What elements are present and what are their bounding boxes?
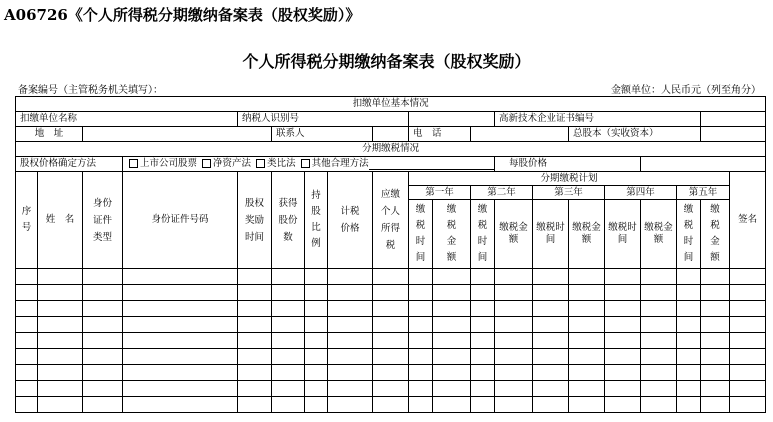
table-cell[interactable] bbox=[16, 301, 38, 317]
y4-pay-amount: 缴税金额 bbox=[641, 200, 677, 269]
table-cell[interactable] bbox=[569, 381, 605, 397]
table-cell[interactable] bbox=[677, 269, 701, 285]
price-method-row bbox=[16, 157, 766, 172]
table-cell[interactable] bbox=[123, 269, 238, 285]
table-cell[interactable] bbox=[305, 381, 328, 397]
table-row bbox=[16, 381, 766, 397]
table-cell[interactable] bbox=[238, 397, 272, 413]
table-cell[interactable] bbox=[433, 301, 471, 317]
table-cell[interactable] bbox=[533, 333, 569, 349]
table-cell[interactable] bbox=[38, 285, 83, 301]
table-cell[interactable] bbox=[238, 317, 272, 333]
table-cell[interactable] bbox=[16, 317, 38, 333]
table-cell[interactable] bbox=[238, 285, 272, 301]
table-cell[interactable] bbox=[409, 317, 433, 333]
year-5: 第五年 bbox=[677, 186, 730, 200]
filing-form-table bbox=[15, 96, 766, 413]
table-cell[interactable] bbox=[272, 349, 305, 365]
capital-label: 总股本（实收资本） bbox=[569, 127, 701, 142]
table-cell[interactable] bbox=[495, 397, 533, 413]
address-label: 地 址 bbox=[16, 127, 83, 142]
table-cell[interactable] bbox=[495, 317, 533, 333]
table-cell[interactable] bbox=[641, 333, 677, 349]
table-cell[interactable] bbox=[328, 333, 373, 349]
table-cell[interactable] bbox=[305, 397, 328, 413]
year-4: 第四年 bbox=[605, 186, 677, 200]
address-row bbox=[16, 127, 766, 142]
table-cell[interactable] bbox=[305, 269, 328, 285]
table-cell[interactable] bbox=[605, 269, 641, 285]
capital-value[interactable] bbox=[701, 127, 766, 142]
taxpayer-id-value[interactable] bbox=[409, 112, 495, 127]
table-cell[interactable] bbox=[83, 301, 123, 317]
contact-label: 联系人 bbox=[272, 127, 373, 142]
table-cell[interactable] bbox=[569, 285, 605, 301]
hightech-cert-value[interactable] bbox=[701, 112, 766, 127]
table-cell[interactable] bbox=[123, 333, 238, 349]
table-cell[interactable] bbox=[605, 301, 641, 317]
table-cell[interactable] bbox=[409, 285, 433, 301]
table-cell[interactable] bbox=[471, 285, 495, 301]
table-cell[interactable] bbox=[83, 317, 123, 333]
table-cell[interactable] bbox=[641, 381, 677, 397]
table-row bbox=[16, 397, 766, 413]
table-cell[interactable] bbox=[605, 285, 641, 301]
table-cell[interactable] bbox=[38, 317, 83, 333]
col-id-no: 身份证件号码 bbox=[123, 172, 238, 269]
section-installment-row bbox=[16, 142, 766, 157]
entry-rows bbox=[16, 269, 766, 413]
table-cell[interactable] bbox=[123, 301, 238, 317]
table-cell[interactable] bbox=[123, 317, 238, 333]
table-cell[interactable] bbox=[238, 269, 272, 285]
table-cell[interactable] bbox=[569, 333, 605, 349]
table-cell[interactable] bbox=[373, 269, 409, 285]
table-cell[interactable] bbox=[495, 269, 533, 285]
table-cell[interactable] bbox=[38, 269, 83, 285]
table-cell[interactable] bbox=[433, 333, 471, 349]
table-cell[interactable] bbox=[701, 269, 730, 285]
table-cell[interactable] bbox=[569, 301, 605, 317]
table-cell[interactable] bbox=[677, 301, 701, 317]
table-cell[interactable] bbox=[328, 269, 373, 285]
plan-header-row bbox=[16, 172, 766, 186]
table-cell[interactable] bbox=[677, 349, 701, 365]
table-cell[interactable] bbox=[533, 317, 569, 333]
table-cell[interactable] bbox=[328, 301, 373, 317]
price-method-label: 股权价格确定方法 bbox=[16, 157, 123, 172]
col-name: 姓 名 bbox=[38, 172, 83, 269]
table-cell[interactable] bbox=[471, 381, 495, 397]
table-cell[interactable] bbox=[305, 317, 328, 333]
table-cell[interactable] bbox=[730, 301, 766, 317]
table-cell[interactable] bbox=[569, 349, 605, 365]
table-cell[interactable] bbox=[272, 365, 305, 381]
table-cell[interactable] bbox=[641, 397, 677, 413]
table-cell[interactable] bbox=[272, 333, 305, 349]
table-cell[interactable] bbox=[471, 349, 495, 365]
table-row bbox=[16, 269, 766, 285]
table-cell[interactable] bbox=[433, 317, 471, 333]
table-cell[interactable] bbox=[16, 365, 38, 381]
table-cell[interactable] bbox=[16, 381, 38, 397]
table-cell[interactable] bbox=[569, 317, 605, 333]
table-cell[interactable] bbox=[701, 381, 730, 397]
table-cell[interactable] bbox=[328, 349, 373, 365]
option-other-input[interactable] bbox=[369, 160, 495, 170]
table-cell[interactable] bbox=[701, 301, 730, 317]
table-cell[interactable] bbox=[373, 381, 409, 397]
table-cell[interactable] bbox=[730, 317, 766, 333]
table-cell[interactable] bbox=[16, 333, 38, 349]
table-cell[interactable] bbox=[83, 349, 123, 365]
table-cell[interactable] bbox=[272, 301, 305, 317]
table-cell[interactable] bbox=[433, 381, 471, 397]
table-cell[interactable] bbox=[533, 365, 569, 381]
table-cell[interactable] bbox=[272, 269, 305, 285]
table-cell[interactable] bbox=[641, 365, 677, 381]
y5-pay-time: 缴税时间 bbox=[677, 200, 701, 269]
table-cell[interactable] bbox=[533, 301, 569, 317]
year-2: 第二年 bbox=[471, 186, 533, 200]
table-cell[interactable] bbox=[123, 285, 238, 301]
table-cell[interactable] bbox=[701, 365, 730, 381]
table-cell[interactable] bbox=[730, 333, 766, 349]
y3-pay-amount: 缴税金额 bbox=[569, 200, 605, 269]
form-code-title: A06726《个人所得税分期缴纳备案表（股权奖励）》 bbox=[4, 6, 361, 24]
table-cell[interactable] bbox=[533, 397, 569, 413]
table-cell[interactable] bbox=[569, 397, 605, 413]
table-cell[interactable] bbox=[409, 365, 433, 381]
col-shares: 获得股份数 bbox=[272, 172, 305, 269]
table-cell[interactable] bbox=[16, 397, 38, 413]
table-cell[interactable] bbox=[471, 333, 495, 349]
table-cell[interactable] bbox=[373, 365, 409, 381]
table-cell[interactable] bbox=[328, 397, 373, 413]
price-per-share-label: 每股价格 bbox=[495, 157, 641, 172]
taxpayer-id-label: 纳税人识别号 bbox=[238, 112, 409, 127]
table-cell[interactable] bbox=[238, 333, 272, 349]
table-cell[interactable] bbox=[38, 301, 83, 317]
table-cell[interactable] bbox=[272, 397, 305, 413]
option-other-label: 其他合理方法 bbox=[311, 158, 369, 169]
table-cell[interactable] bbox=[433, 349, 471, 365]
table-row bbox=[16, 285, 766, 301]
table-cell[interactable] bbox=[677, 285, 701, 301]
table-cell[interactable] bbox=[701, 397, 730, 413]
table-cell[interactable] bbox=[730, 381, 766, 397]
table-cell[interactable] bbox=[730, 269, 766, 285]
y4-pay-time: 缴税时间 bbox=[605, 200, 641, 269]
table-cell[interactable] bbox=[305, 301, 328, 317]
table-cell[interactable] bbox=[495, 333, 533, 349]
option-listed-label: 上市公司股票 bbox=[140, 158, 198, 169]
table-cell[interactable] bbox=[272, 317, 305, 333]
table-cell[interactable] bbox=[83, 269, 123, 285]
table-cell[interactable] bbox=[605, 317, 641, 333]
table-cell[interactable] bbox=[373, 301, 409, 317]
withholder-info-row bbox=[16, 112, 766, 127]
table-cell[interactable] bbox=[83, 381, 123, 397]
table-cell[interactable] bbox=[373, 349, 409, 365]
table-cell[interactable] bbox=[373, 317, 409, 333]
table-cell[interactable] bbox=[730, 349, 766, 365]
table-cell[interactable] bbox=[328, 285, 373, 301]
table-cell[interactable] bbox=[677, 381, 701, 397]
table-cell[interactable] bbox=[123, 397, 238, 413]
table-row bbox=[16, 317, 766, 333]
col-tax-due: 应缴个人所得税 bbox=[373, 172, 409, 269]
table-cell[interactable] bbox=[641, 285, 677, 301]
table-cell[interactable] bbox=[83, 365, 123, 381]
table-cell[interactable] bbox=[471, 397, 495, 413]
table-cell[interactable] bbox=[272, 381, 305, 397]
table-cell[interactable] bbox=[373, 285, 409, 301]
table-cell[interactable] bbox=[123, 381, 238, 397]
record-number-label: 备案编号（主管税务机关填写）： bbox=[18, 85, 163, 96]
table-cell[interactable] bbox=[83, 333, 123, 349]
table-cell[interactable] bbox=[495, 381, 533, 397]
table-cell[interactable] bbox=[16, 285, 38, 301]
table-cell[interactable] bbox=[533, 285, 569, 301]
hightech-cert-label: 高新技术企业证书编号 bbox=[495, 112, 701, 127]
y2-pay-amount: 缴税金额 bbox=[495, 200, 533, 269]
table-cell[interactable] bbox=[433, 397, 471, 413]
table-cell[interactable] bbox=[495, 349, 533, 365]
table-cell[interactable] bbox=[605, 333, 641, 349]
table-cell[interactable] bbox=[730, 285, 766, 301]
table-cell[interactable] bbox=[641, 269, 677, 285]
table-cell[interactable] bbox=[677, 333, 701, 349]
table-cell[interactable] bbox=[305, 365, 328, 381]
option-listed-checkbox[interactable] bbox=[129, 159, 138, 168]
table-cell[interactable] bbox=[38, 365, 83, 381]
table-row bbox=[16, 333, 766, 349]
table-cell[interactable] bbox=[569, 269, 605, 285]
table-cell[interactable] bbox=[641, 317, 677, 333]
table-cell[interactable] bbox=[38, 381, 83, 397]
col-ratio: 持股比例 bbox=[305, 172, 328, 269]
table-cell[interactable] bbox=[701, 317, 730, 333]
table-cell[interactable] bbox=[272, 285, 305, 301]
table-row bbox=[16, 301, 766, 317]
y3-pay-time: 缴税时间 bbox=[533, 200, 569, 269]
table-cell[interactable] bbox=[730, 397, 766, 413]
table-cell[interactable] bbox=[605, 381, 641, 397]
y1-pay-time: 缴税时间 bbox=[409, 200, 433, 269]
table-cell[interactable] bbox=[605, 349, 641, 365]
table-cell[interactable] bbox=[409, 349, 433, 365]
col-seq: 序号 bbox=[16, 172, 38, 269]
table-cell[interactable] bbox=[471, 301, 495, 317]
phone-label: 电 话 bbox=[409, 127, 471, 142]
table-cell[interactable] bbox=[16, 349, 38, 365]
table-cell[interactable] bbox=[433, 285, 471, 301]
table-cell[interactable] bbox=[641, 301, 677, 317]
table-cell[interactable] bbox=[605, 397, 641, 413]
price-method-options bbox=[123, 157, 495, 172]
table-cell[interactable] bbox=[373, 397, 409, 413]
table-cell[interactable] bbox=[238, 381, 272, 397]
table-cell[interactable] bbox=[569, 365, 605, 381]
table-cell[interactable] bbox=[677, 397, 701, 413]
table-cell[interactable] bbox=[409, 301, 433, 317]
option-net-assets-checkbox[interactable] bbox=[202, 159, 211, 168]
table-cell[interactable] bbox=[730, 365, 766, 381]
table-cell[interactable] bbox=[701, 349, 730, 365]
table-cell[interactable] bbox=[238, 349, 272, 365]
year-1: 第一年 bbox=[409, 186, 471, 200]
table-cell[interactable] bbox=[238, 365, 272, 381]
table-cell[interactable] bbox=[373, 333, 409, 349]
table-cell[interactable] bbox=[123, 349, 238, 365]
table-cell[interactable] bbox=[328, 365, 373, 381]
option-analogy-label: 类比法 bbox=[267, 158, 296, 169]
address-value[interactable] bbox=[83, 127, 272, 142]
table-row bbox=[16, 365, 766, 381]
section-installment-title: 分期缴税情况 bbox=[16, 142, 766, 157]
phone-value[interactable] bbox=[471, 127, 569, 142]
y1-pay-amount: 缴税金额 bbox=[433, 200, 471, 269]
page-title: 个人所得税分期缴纳备案表（股权奖励） bbox=[242, 52, 531, 71]
option-net-assets-label: 净资产法 bbox=[213, 158, 252, 169]
table-cell[interactable] bbox=[471, 269, 495, 285]
table-cell[interactable] bbox=[533, 349, 569, 365]
table-cell[interactable] bbox=[38, 333, 83, 349]
table-cell[interactable] bbox=[677, 317, 701, 333]
table-cell[interactable] bbox=[533, 269, 569, 285]
section-withholder-title: 扣缴单位基本情况 bbox=[16, 97, 766, 112]
table-cell[interactable] bbox=[701, 285, 730, 301]
table-cell[interactable] bbox=[409, 397, 433, 413]
table-cell[interactable] bbox=[409, 381, 433, 397]
table-cell[interactable] bbox=[409, 269, 433, 285]
table-cell[interactable] bbox=[495, 365, 533, 381]
col-price: 计税价格 bbox=[328, 172, 373, 269]
table-cell[interactable] bbox=[238, 301, 272, 317]
withholder-name-label: 扣缴单位名称 bbox=[16, 112, 238, 127]
table-cell[interactable] bbox=[328, 381, 373, 397]
table-row bbox=[16, 349, 766, 365]
table-cell[interactable] bbox=[471, 317, 495, 333]
table-cell[interactable] bbox=[83, 285, 123, 301]
table-cell[interactable] bbox=[605, 365, 641, 381]
table-cell[interactable] bbox=[16, 269, 38, 285]
table-cell[interactable] bbox=[409, 333, 433, 349]
option-other-checkbox[interactable] bbox=[301, 159, 310, 168]
table-cell[interactable] bbox=[83, 397, 123, 413]
y2-pay-time: 缴税时间 bbox=[471, 200, 495, 269]
y5-pay-amount: 缴税金额 bbox=[701, 200, 730, 269]
col-id-type: 身份证件类型 bbox=[83, 172, 123, 269]
table-cell[interactable] bbox=[533, 381, 569, 397]
table-cell[interactable] bbox=[471, 365, 495, 381]
table-cell[interactable] bbox=[123, 365, 238, 381]
table-cell[interactable] bbox=[328, 317, 373, 333]
table-cell[interactable] bbox=[38, 397, 83, 413]
contact-value[interactable] bbox=[373, 127, 409, 142]
section-withholder-row bbox=[16, 97, 766, 112]
plan-header: 分期缴税计划 bbox=[409, 172, 730, 186]
table-cell[interactable] bbox=[495, 301, 533, 317]
table-cell[interactable] bbox=[305, 333, 328, 349]
table-cell[interactable] bbox=[641, 349, 677, 365]
table-cell[interactable] bbox=[305, 349, 328, 365]
table-cell[interactable] bbox=[38, 349, 83, 365]
year-3: 第三年 bbox=[533, 186, 605, 200]
table-cell[interactable] bbox=[677, 365, 701, 381]
currency-unit-label: 金额单位：人民币元（列至角分） bbox=[611, 85, 761, 96]
col-award-time: 股权奖励时间 bbox=[238, 172, 272, 269]
table-cell[interactable] bbox=[305, 285, 328, 301]
table-cell[interactable] bbox=[701, 333, 730, 349]
option-analogy-checkbox[interactable] bbox=[256, 159, 265, 168]
table-cell[interactable] bbox=[433, 365, 471, 381]
price-per-share-value[interactable] bbox=[641, 157, 766, 172]
table-cell[interactable] bbox=[495, 285, 533, 301]
table-cell[interactable] bbox=[433, 269, 471, 285]
col-sign: 签名 bbox=[730, 172, 766, 269]
